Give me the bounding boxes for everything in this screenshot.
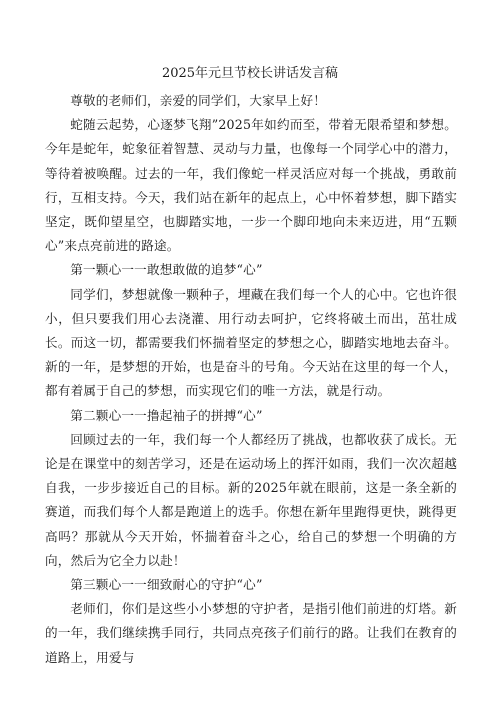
section-heading-3: 第三颗心一一细致耐心的守护“心” [70, 577, 263, 593]
section-paragraph-2: 回顾过去的一年，我们每一个人都经历了挑战，也都收获了成长。无论是在课堂中的刻苦学习，还是在运动场上的挥汗如雨，我们一次次超越自我，一步步接近自己的目标。新的2025年就在眼前，这是一条全新的赛道，而我们每个人都是跑道上的选手。你想在新年里跑得更快，跳得更高吗？那就从今天开始，怀揣着奋斗之心，给自己的梦想一个明确的方向，然后为它全力以赴！ [45, 431, 457, 568]
section-paragraph-3: 老师们，你们是这些小小梦想的守护者，是指引他们前进的灯塔。新的一年，我们继续携手同行，共同点亮孩子们前行的路。让我们在教育的道路上，用爱与 [45, 601, 457, 665]
section-paragraph-1: 同学们，梦想就像一颗种子，埋藏在我们每一个人的心中。它也许很小，但只要我们用心去浇灌、用行动去呵护，它终将破土而出，茁壮成长。而这一切，都需要我们怀揣着坚定的梦想之心，脚踏实地地去奋斗。新的一年，是梦想的开始，也是奋斗的号角。今天站在这里的每一个人，都有着属于自己的梦想，而实现它们的唯一方法，就是行动。 [45, 286, 457, 399]
greeting-paragraph: 尊敬的老师们，亲爱的同学们，大家早上好！ [70, 93, 327, 108]
document-body [45, 89, 457, 670]
section-heading-1: 第一颗心一一敢想敢做的追梦“心” [70, 262, 263, 278]
document-title: 2025年元旦节校长讲话发言稿 [161, 66, 339, 81]
intro-paragraph: 蛇随云起势，心逐梦飞翔”2025年如约而至，带着无限希望和梦想。今年是蛇年，蛇象征着智慧、灵动与力量，也像每一个同学心中的潜力，等待着被唤醒。过去的一年，我们像蛇一样灵活应对每一个挑战，勇敢前行，互相支持。今天，我们站在新年的起点上，心中怀着梦想，脚下踏实坚定，既仰望星空，也脚踏实地，一步一个脚印地向未来迈进，用“五颗心”来点亮前进的路途。 [45, 117, 457, 254]
section-heading-2: 第二颗心一一撸起袖子的拼搏“心” [70, 407, 263, 423]
